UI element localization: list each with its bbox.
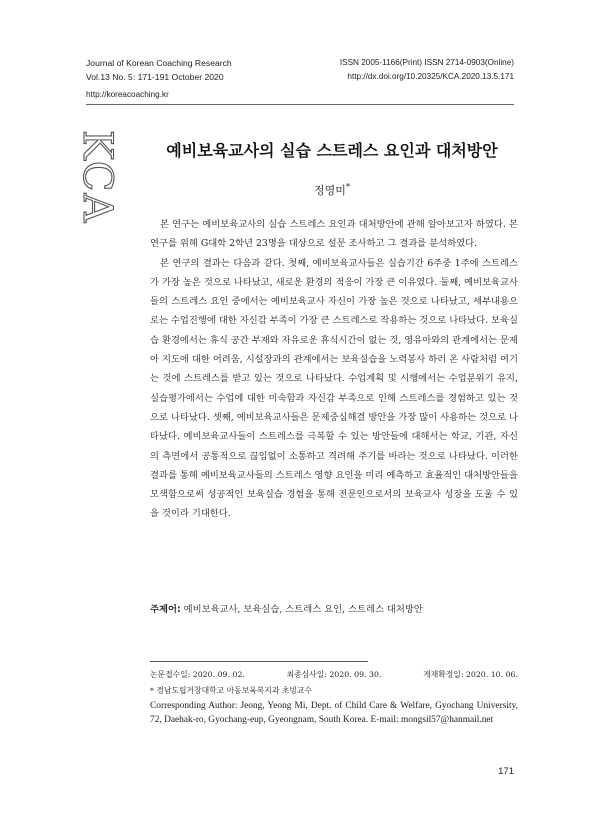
journal-url-link[interactable]: http://koreacoaching.kr xyxy=(86,90,169,99)
keywords-value: 예비보육교사, 보육실습, 스트레스 요인, 스트레스 대처방안 xyxy=(183,604,423,615)
author-footnote-mark: * xyxy=(345,182,350,192)
journal-header-left xyxy=(86,56,232,84)
journal-name: Journal of Korean Coaching Research xyxy=(86,58,232,68)
abstract xyxy=(150,215,518,524)
kca-logo xyxy=(74,128,124,238)
reviewed-date: 최종심사일: 2020. 09. 30. xyxy=(286,670,382,679)
author-affiliation: * 경남도립거창대학교 아동보육복지과 초빙교수 xyxy=(150,686,312,695)
page-number: 171 xyxy=(498,766,514,777)
keywords-label: 주제어: xyxy=(150,604,181,615)
abstract-paragraph-2: 본 연구의 결과는 다음과 같다. 첫째, 예비보육교사들은 실습기간 6주중 1주에 스트레스가 가장 높은 것으로 나타났고, 새로운 환경의 적응이 가장 큰 이유였다. 둘째, 예비보육교사들의 스트레스 요인 중에서는 예비보육교사 자신이 가장 높은 것으로 나타났고, 세부내용으로는 수업진행에 대한 자신감 부족이 가장 큰 스트레스로 작용하는 것으로 나타났다. 보육실습 환경에서는 휴식 공간 부재와 자유로운 휴식시간이 없는 것, 영유아와의 관계에서는 문제아 지도에 대한 어려움, 시설장과의 관계에서는 보육실습을 노력봉사 하러 온 사람처럼 여기는 것에 스트레스를 받고 있는 것으로 나타났다. 수업계획 및 시행에서는 수업분위기 유지, 실습평가에서는 수업에 대한 미숙함과 자신감 부족으로 인해 스트레스를 경험하고 있는 것으로 나타났다. 셋째, 예비보육교사들은 문제중심해결 방안을 가장 많이 사용하는 것으로 나타났다. 예비보육교사들이 스트레스를 극복할 수 있는 방안들에 대해서는 학교, 기관, 자신의 측면에서 공통적으로 끊임없이 소통하고 격려해 주기를 바라는 것으로 나타났다. 이러한 결과를 통해 예비보육교사들의 스트레스 영향 요인을 미리 예측하고 효율적인 대처방안들을 모색함으로써 성공적인 보육실습 경험을 통해 전문인으로서의 보육교사 성장을 도울 수 있을 것이라 기대한다. xyxy=(150,257,518,520)
author-name: 정영미 xyxy=(314,184,346,197)
volume-info: Vol.13 No. 5: 171-191 October 2020 xyxy=(86,72,224,82)
kca-logo-graphic xyxy=(74,128,124,238)
keywords-line xyxy=(150,601,518,615)
header-divider xyxy=(86,104,514,105)
submission-dates xyxy=(150,669,518,680)
paper-title: 예비보육교사의 실습 스트레스 요인과 대처방안 xyxy=(166,141,498,160)
issn-info: ISSN 2005-1166(Print) ISSN 2714-0903(Online) xyxy=(339,58,514,67)
corresponding-author: Corresponding Author: Jeong, Yeong Mi, Dept. of Child Care & Welfare, Gyochang University, 72, Daehak-ro, Gyochang-eup, Gyeongnam, South Korea. E-mail: mongsil57@hanmail.net xyxy=(150,701,518,725)
abstract-paragraph-1: 본 연구는 예비보육교사의 실습 스트레스 요인과 대처방안에 관해 알아보고자 하였다. 본 연구를 위해 G대학 2학년 23명을 대상으로 설문 조사하고 그 결과를 분석하였다. xyxy=(150,219,518,250)
received-date: 논문접수일: 2020. 09. 02. xyxy=(150,670,245,679)
doi-link[interactable]: http://dx.doi.org/10.20325/KCA.2020.13.5.171 xyxy=(347,72,514,81)
svg-text:KCA: KCA xyxy=(74,130,120,225)
footnote-divider xyxy=(150,661,368,662)
author-line xyxy=(150,182,514,198)
accepted-date: 게재확정일: 2020. 10. 06. xyxy=(423,670,518,679)
journal-header-right xyxy=(340,56,514,84)
